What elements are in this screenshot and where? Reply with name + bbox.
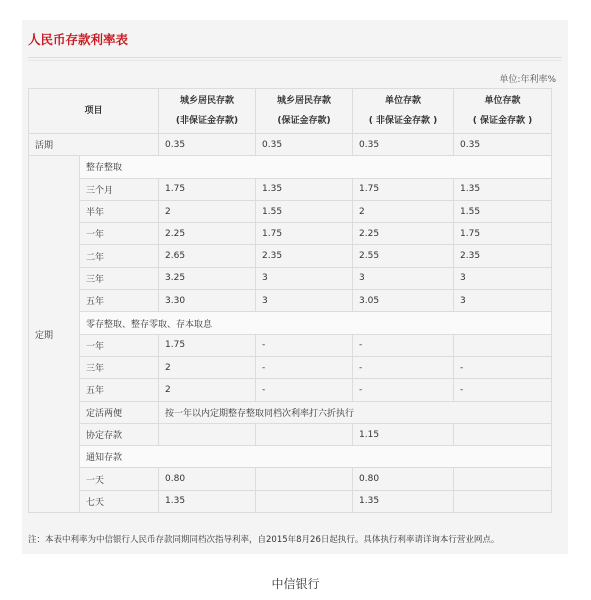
page-title: 人民币存款利率表 <box>28 32 129 47</box>
table-row-huoqi <box>29 134 552 156</box>
table-row <box>29 490 552 512</box>
header-col1 <box>159 89 256 134</box>
term-label: 一天 <box>80 468 159 490</box>
table-row <box>29 356 552 378</box>
table-cell <box>256 423 353 445</box>
table-cell: 3 <box>256 267 353 289</box>
title-divider <box>28 57 562 58</box>
table-cell: 3 <box>353 267 454 289</box>
table-row <box>29 178 552 200</box>
term-label: 五年 <box>80 379 159 401</box>
table-cell: 1.35 <box>159 490 256 512</box>
header-col2-line1: 城乡居民存款 <box>277 96 332 106</box>
rate-table <box>28 88 552 513</box>
section-title: 通知存款 <box>80 446 552 468</box>
table-cell: 2.25 <box>353 223 454 245</box>
table-cell: 2.65 <box>159 245 256 267</box>
table-cell: 0.35 <box>159 134 256 156</box>
section-header-lingcun <box>29 312 552 334</box>
title-divider-secondary <box>28 60 562 61</box>
table-row-xieding <box>29 423 552 445</box>
header-col2-line2: (保证金存款) <box>277 116 331 126</box>
table-cell: 1.15 <box>353 423 454 445</box>
table-cell: 2.55 <box>353 245 454 267</box>
table-cell: 1.75 <box>159 178 256 200</box>
term-label: 三个月 <box>80 178 159 200</box>
table-row <box>29 290 552 312</box>
header-col1-line1: 城乡居民存款 <box>180 96 235 106</box>
table-cell: 1.75 <box>454 223 552 245</box>
table-cell: - <box>256 356 353 378</box>
table-cell: 1.55 <box>256 200 353 222</box>
table-cell <box>256 490 353 512</box>
term-label: 一年 <box>80 223 159 245</box>
header-col1-line2: (非保证金存款) <box>175 116 239 126</box>
header-col4-line1: 单位存款 <box>484 96 521 106</box>
table-cell <box>454 490 552 512</box>
table-row <box>29 468 552 490</box>
term-label: 五年 <box>80 290 159 312</box>
table-cell: 3.30 <box>159 290 256 312</box>
term-label: 二年 <box>80 245 159 267</box>
table-cell: 2 <box>159 379 256 401</box>
table-cell: 2 <box>159 356 256 378</box>
table-row <box>29 200 552 222</box>
table-cell: 0.80 <box>353 468 454 490</box>
table-cell: 3.25 <box>159 267 256 289</box>
table-cell <box>159 423 256 445</box>
footnote: 注：本表中利率为中信银行人民币存款同期同档次指导利率，自2015年8月26日起执行。具体执行利率请详询本行营业网点。 <box>28 535 500 545</box>
table-cell: 2 <box>353 200 454 222</box>
table-cell: - <box>454 356 552 378</box>
header-col4 <box>454 89 552 134</box>
table-cell: 1.55 <box>454 200 552 222</box>
table-cell: 3 <box>454 290 552 312</box>
header-item: 项目 <box>29 89 159 134</box>
table-cell: - <box>353 379 454 401</box>
table-row <box>29 379 552 401</box>
term-label: 七天 <box>80 490 159 512</box>
header-col2 <box>256 89 353 134</box>
table-cell: 3 <box>454 267 552 289</box>
image-caption: 中信银行 <box>271 577 320 591</box>
table-cell: 1.75 <box>353 178 454 200</box>
table-cell: 0.35 <box>454 134 552 156</box>
table-cell: 1.35 <box>353 490 454 512</box>
table-row <box>29 267 552 289</box>
table-cell: 1.75 <box>159 334 256 356</box>
rate-table-panel <box>22 20 568 554</box>
table-cell: 0.35 <box>353 134 454 156</box>
table-row <box>29 245 552 267</box>
header-col3-line2: ( 非保证金存款 ) <box>368 116 438 126</box>
table-cell: - <box>256 334 353 356</box>
section-title: 整存整取 <box>80 156 552 178</box>
table-cell: - <box>353 356 454 378</box>
term-label: 半年 <box>80 200 159 222</box>
term-label: 协定存款 <box>80 423 159 445</box>
table-cell: 1.35 <box>454 178 552 200</box>
term-label: 一年 <box>80 334 159 356</box>
table-cell: 3.05 <box>353 290 454 312</box>
table-header-row <box>29 89 552 134</box>
table-cell: 1.35 <box>256 178 353 200</box>
section-header-tongzhi <box>29 446 552 468</box>
unit-label: 单位:年利率% <box>499 75 556 85</box>
table-cell-merged: 按一年以内定期整存整取同档次利率打六折执行 <box>159 401 552 423</box>
category-dingqi: 定期 <box>29 156 80 513</box>
term-label: 三年 <box>80 267 159 289</box>
header-col3 <box>353 89 454 134</box>
section-header-zhengcun <box>29 156 552 178</box>
table-cell: 2.35 <box>256 245 353 267</box>
row-label: 活期 <box>29 134 159 156</box>
table-cell: - <box>256 379 353 401</box>
table-cell: 0.35 <box>256 134 353 156</box>
table-cell: - <box>454 379 552 401</box>
table-cell: 2.35 <box>454 245 552 267</box>
table-cell: 2.25 <box>159 223 256 245</box>
table-cell: - <box>353 334 454 356</box>
table-cell: 3 <box>256 290 353 312</box>
table-cell <box>454 468 552 490</box>
table-row <box>29 223 552 245</box>
section-title: 零存整取、整存零取、存本取息 <box>80 312 552 334</box>
table-cell: 2 <box>159 200 256 222</box>
table-cell: 1.75 <box>256 223 353 245</box>
table-cell <box>454 423 552 445</box>
table-cell <box>454 334 552 356</box>
header-col3-line1: 单位存款 <box>385 96 422 106</box>
table-row <box>29 334 552 356</box>
term-label: 三年 <box>80 356 159 378</box>
table-row-dinghuo <box>29 401 552 423</box>
header-col4-line2: ( 保证金存款 ) <box>472 116 533 126</box>
table-cell <box>256 468 353 490</box>
term-label: 定活两便 <box>80 401 159 423</box>
table-cell: 0.80 <box>159 468 256 490</box>
